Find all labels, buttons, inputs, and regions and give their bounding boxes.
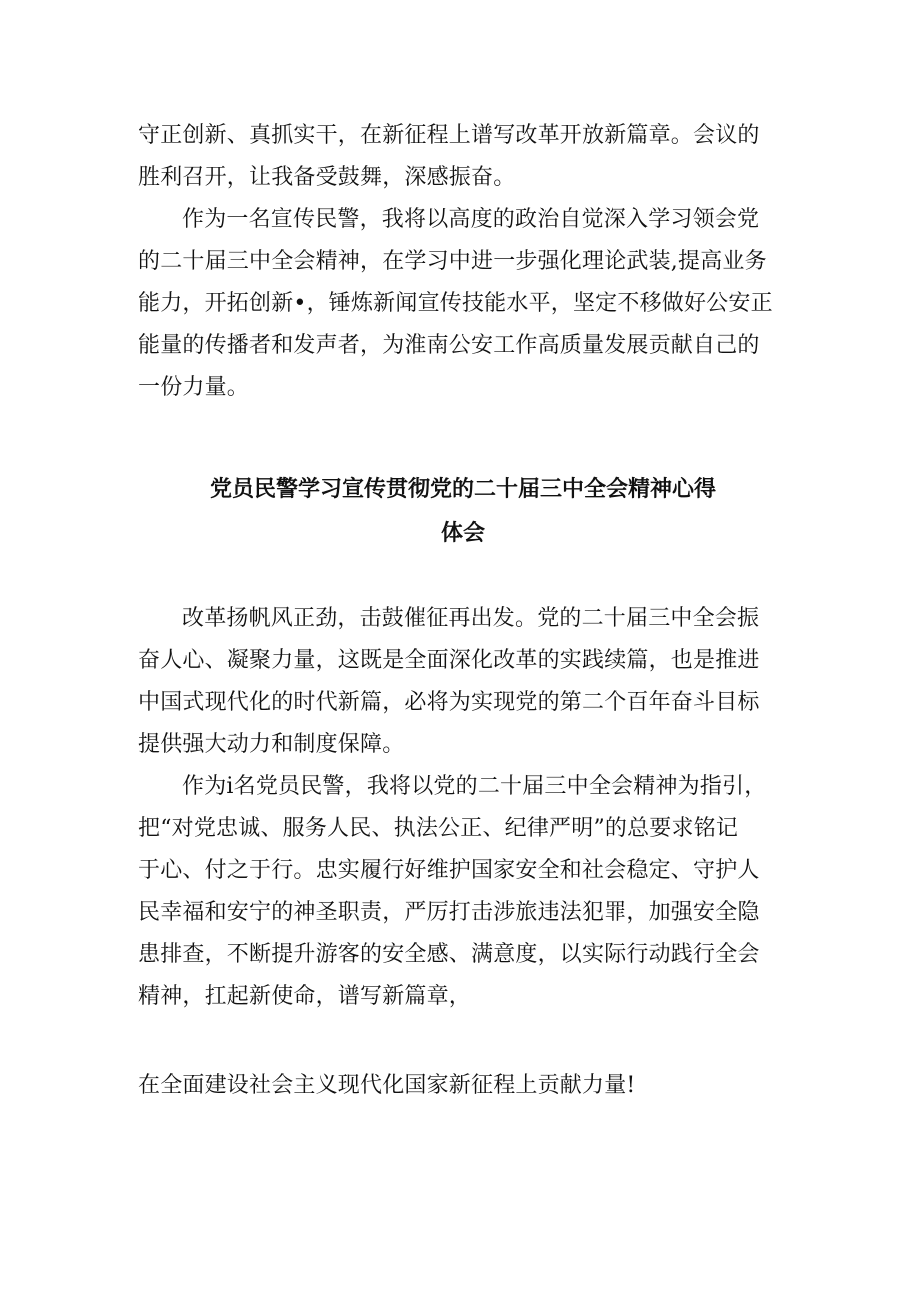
text-line: 于心、付之于行。忠实履行好维护国家安全和社会稳定、守护人 (138, 858, 760, 883)
text-line: 把“对党忠诚、服务人民、执法公正、纪律严明”的总要求铭记 (138, 816, 739, 841)
text-line: 在全面建设社会主义现代化国家新征程上贡献力量! (138, 1073, 636, 1098)
text-line: 患排查，不断提升游客的安全感、满意度，以实际行动践行全会 (138, 942, 760, 967)
text-line: 能力，开拓创新•，锤炼新闻宣传技能水平，坚定不移做好公安正 (138, 291, 773, 316)
paragraph-reform-intro (138, 598, 788, 766)
paragraph-text (138, 199, 788, 409)
paragraph-text (138, 598, 788, 766)
text-line: 改革扬帆风正劲，击鼓催征再出发。党的二十届三中全会振 (182, 606, 760, 631)
text-line: 胜利召开，让我备受鼓舞，深感振奋。 (138, 165, 516, 190)
text-line: 中国式现代化的时代新篇，必将为实现党的第二个百年奋斗目标 (138, 690, 760, 715)
paragraph-text (138, 1065, 788, 1107)
text-line: 提供强大动力和制度保障。 (138, 732, 405, 757)
section-title-line-1: 党员民警学习宣传贯彻党的二十届三中全会精神心得 (209, 477, 716, 502)
text-line: 作为一名宣传民警，我将以高度的政治自觉深入学习领会党 (182, 207, 760, 232)
text-line: 民幸福和安宁的神圣职责，严厉打击涉旅违法犯罪，加强安全隐 (138, 900, 760, 925)
text-line: 奋人心、凝聚力量，这既是全面深化改革的实践续篇，也是推进 (138, 648, 760, 673)
paragraph-text (138, 766, 788, 1018)
text-line: 一份力量。 (138, 375, 250, 400)
paragraph-party-officer (138, 766, 788, 1018)
paragraph-closing (138, 1065, 788, 1107)
paragraph-propaganda-officer (138, 199, 788, 409)
text-line: 精神，扛起新使命，谱写新篇章， (138, 984, 472, 1009)
text-line: 守正创新、真抓实干，在新征程上谱写改革开放新篇章。会议的 (138, 123, 760, 148)
text-line: 的二十届三中全会精神，在学习中进一步强化理论武装,提高业务 (138, 249, 767, 274)
section-title-line-2: 体会 (440, 521, 485, 546)
text-line: 作为i名党员民警，我将以党的二十届三中全会精神为指引， (182, 774, 767, 799)
text-line: 能量的传播者和发声者，为淮南公安工作高质量发展贡献自己的 (138, 333, 760, 358)
paragraph-text (138, 115, 788, 199)
section-title (138, 468, 788, 556)
continuation-paragraph (138, 115, 788, 199)
